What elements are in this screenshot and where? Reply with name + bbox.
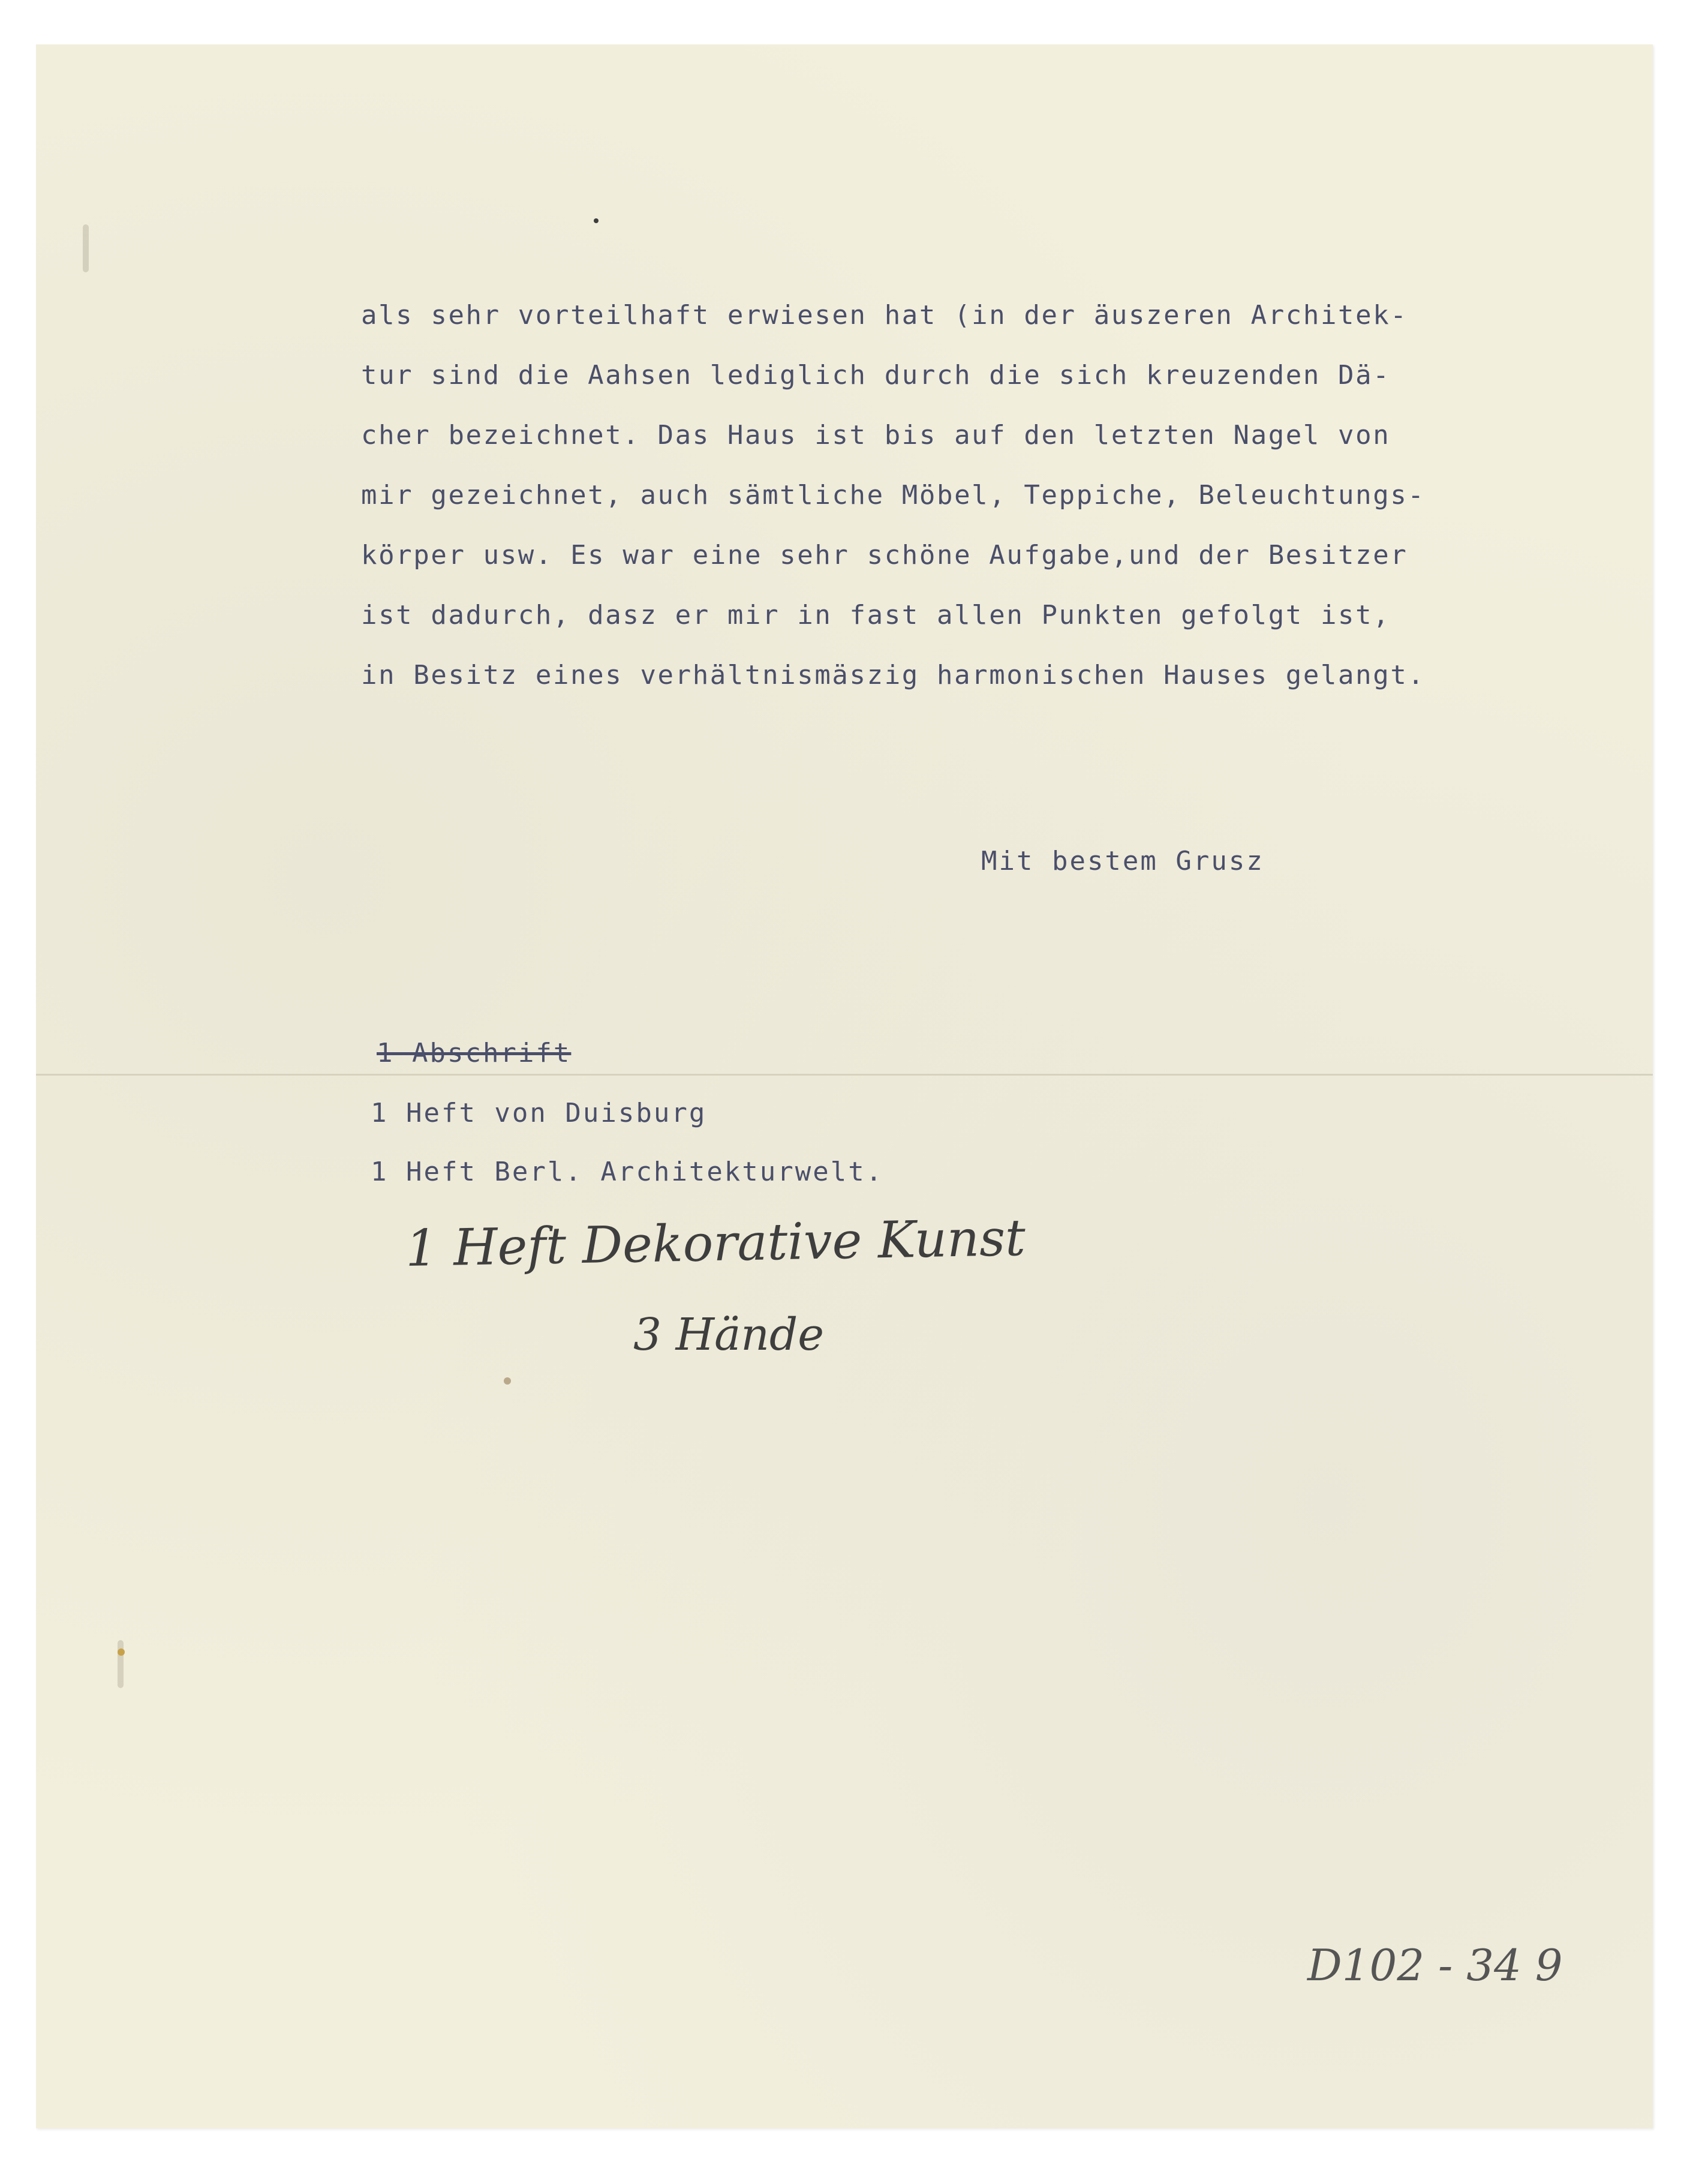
body-line: cher bezeichnet. Das Haus ist bis auf den letzten Nagel von <box>361 420 1391 451</box>
body-line: mir gezeichnet, auch sämtliche Möbel, Teppiche, Beleuchtungs- <box>361 480 1426 511</box>
handwritten-enclosure: 1 Heft Dekorative Kunst <box>405 1208 1026 1278</box>
ink-speck <box>118 1648 125 1656</box>
punch-mark-lower <box>118 1640 124 1688</box>
body-line: ist dadurch, dasz er mir in fast allen Punkten gefolgt ist, <box>361 600 1391 630</box>
enclosure-item: 1 Heft Berl. Architekturwelt. <box>371 1157 884 1187</box>
enclosure-item: 1 Heft von Duisburg <box>371 1098 707 1128</box>
body-line: als sehr vorteilhaft erwiesen hat (in der äuszeren Architek- <box>361 300 1408 331</box>
body-line: in Besitz eines verhältnismäszig harmonischen Hauses gelangt. <box>361 660 1426 690</box>
body-line: tur sind die Aahsen lediglich durch die sich kreuzenden Dä- <box>361 360 1391 391</box>
archive-number: D102 - 34 9 <box>1307 1940 1563 1990</box>
ink-speck <box>594 218 599 223</box>
enclosure-struck-through: 1 Abschrift <box>377 1038 572 1068</box>
ink-speck <box>504 1377 511 1385</box>
closing-greeting: Mit bestem Grusz <box>981 846 1264 876</box>
paper-fold-line <box>36 1074 1653 1076</box>
punch-mark-upper <box>83 224 89 272</box>
letter-body <box>361 286 1426 705</box>
body-line: körper usw. Es war eine sehr schöne Aufgabe,und der Besitzer <box>361 540 1408 570</box>
handwritten-count: 3 Hände <box>633 1309 825 1361</box>
